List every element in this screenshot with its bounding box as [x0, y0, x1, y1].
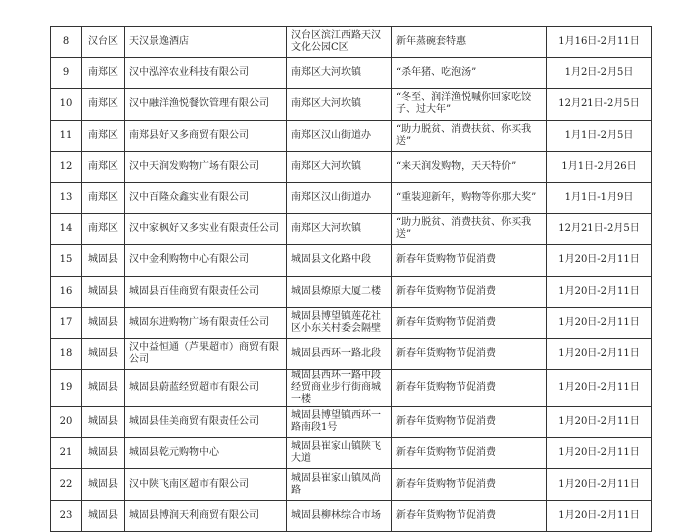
district-cell: 南郑区: [82, 120, 125, 151]
row-number: 23: [51, 500, 82, 531]
table-row: [51, 438, 652, 469]
table-row: [51, 307, 652, 338]
company-name-cell: 南郑县好又多商贸有限公司: [125, 120, 287, 151]
row-number: 18: [51, 338, 82, 369]
location-cell: 城固县文化路中段: [287, 245, 392, 276]
table-row: [51, 338, 652, 369]
company-name-cell: 城固县蔚蓝经贸超市有限公司: [125, 370, 287, 407]
row-number: 16: [51, 276, 82, 307]
district-cell: 城固县: [82, 245, 125, 276]
activity-cell: 新春年货购物节促消费: [392, 338, 547, 369]
district-cell: 城固县: [82, 276, 125, 307]
table-row: [51, 500, 652, 531]
location-cell: 南郑区大河坎镇: [287, 58, 392, 89]
row-number: 12: [51, 151, 82, 182]
table-row: [51, 27, 652, 58]
activity-cell: “冬至、润洋渔悦喊你回家吃饺子、过大年”: [392, 89, 547, 120]
activity-cell: 新春年货购物节促消费: [392, 438, 547, 469]
district-cell: 城固县: [82, 370, 125, 407]
location-cell: 城固县崔家山镇凤尚路: [287, 469, 392, 500]
activity-table: [50, 26, 652, 532]
district-cell: 汉台区: [82, 27, 125, 58]
table-row: [51, 182, 652, 213]
company-name-cell: 汉中益恒通（芦果超市）商贸有限公司: [125, 338, 287, 369]
district-cell: 南郑区: [82, 58, 125, 89]
district-cell: 南郑区: [82, 182, 125, 213]
district-cell: 南郑区: [82, 151, 125, 182]
row-number: 21: [51, 438, 82, 469]
date-range-cell: 12月21日-2月5日: [547, 214, 652, 245]
table-body: [51, 27, 652, 532]
location-cell: 城固县西环一路中段经贸商业步行街商城一楼: [287, 370, 392, 407]
row-number: 20: [51, 407, 82, 438]
table-row: [51, 245, 652, 276]
row-number: 11: [51, 120, 82, 151]
company-name-cell: 汉中融洋渔悦餐饮管理有限公司: [125, 89, 287, 120]
date-range-cell: 1月20日-2月11日: [547, 276, 652, 307]
location-cell: 南郑区汉山街道办: [287, 182, 392, 213]
row-number: 22: [51, 469, 82, 500]
location-cell: 城固县燎原大厦二楼: [287, 276, 392, 307]
date-range-cell: 1月1日-2月5日: [547, 120, 652, 151]
date-range-cell: 1月2日-2月5日: [547, 58, 652, 89]
date-range-cell: 1月20日-2月11日: [547, 438, 652, 469]
date-range-cell: 1月20日-2月11日: [547, 370, 652, 407]
activity-cell: “助力脱贫、消费扶贫、你买我送”: [392, 214, 547, 245]
company-name-cell: 城固县佳美商贸有限责任公司: [125, 407, 287, 438]
district-cell: 城固县: [82, 307, 125, 338]
table-row: [51, 214, 652, 245]
company-name-cell: 天汉景逸酒店: [125, 27, 287, 58]
activity-cell: 新春年货购物节促消费: [392, 407, 547, 438]
activity-cell: 新春年货购物节促消费: [392, 276, 547, 307]
activity-cell: 新春年货购物节促消费: [392, 307, 547, 338]
date-range-cell: 1月20日-2月11日: [547, 469, 652, 500]
table-row: [51, 120, 652, 151]
company-name-cell: 汉中陕飞南区超市有限公司: [125, 469, 287, 500]
table-row: [51, 276, 652, 307]
district-cell: 南郑区: [82, 89, 125, 120]
date-range-cell: 1月20日-2月11日: [547, 407, 652, 438]
company-name-cell: 城固县百佳商贸有限责任公司: [125, 276, 287, 307]
row-number: 14: [51, 214, 82, 245]
date-range-cell: 1月16日-2月11日: [547, 27, 652, 58]
date-range-cell: 12月21日-2月5日: [547, 89, 652, 120]
activity-cell: “助力脱贫、消费扶贫、你买我送”: [392, 120, 547, 151]
table-row: [51, 151, 652, 182]
date-range-cell: 1月20日-2月11日: [547, 307, 652, 338]
district-cell: 城固县: [82, 469, 125, 500]
location-cell: 汉台区滨江西路天汉文化公园C区: [287, 27, 392, 58]
table-row: [51, 469, 652, 500]
district-cell: 城固县: [82, 407, 125, 438]
table-row: [51, 58, 652, 89]
company-name-cell: 城固东进购物广场有限责任公司: [125, 307, 287, 338]
date-range-cell: 1月20日-2月11日: [547, 338, 652, 369]
company-name-cell: 汉中家枫好又多实业有限责任公司: [125, 214, 287, 245]
activity-cell: 新春年货购物节促消费: [392, 469, 547, 500]
company-name-cell: 城固县乾元购物中心: [125, 438, 287, 469]
location-cell: 南郑区大河坎镇: [287, 151, 392, 182]
activity-cell: 新春年货购物节促消费: [392, 370, 547, 407]
row-number: 9: [51, 58, 82, 89]
table-row: [51, 370, 652, 407]
location-cell: 城固县西环一路北段: [287, 338, 392, 369]
table-row: [51, 407, 652, 438]
activity-cell: “来天润发购物，天天特价”: [392, 151, 547, 182]
company-name-cell: 城固县博润天利商贸有限公司: [125, 500, 287, 531]
location-cell: 南郑区汉山街道办: [287, 120, 392, 151]
location-cell: 南郑区大河坎镇: [287, 214, 392, 245]
row-number: 15: [51, 245, 82, 276]
activity-cell: 新春年货购物节促消费: [392, 500, 547, 531]
district-cell: 城固县: [82, 338, 125, 369]
date-range-cell: 1月1日-2月26日: [547, 151, 652, 182]
location-cell: 南郑区大河坎镇: [287, 89, 392, 120]
activity-cell: 新年蒸碗套特惠: [392, 27, 547, 58]
location-cell: 城固县崔家山镇陕飞大道: [287, 438, 392, 469]
location-cell: 城固县博望镇西环一路南段1号: [287, 407, 392, 438]
activity-cell: 新春年货购物节促消费: [392, 245, 547, 276]
date-range-cell: 1月20日-2月11日: [547, 245, 652, 276]
company-name-cell: 汉中泓淬农业科技有限公司: [125, 58, 287, 89]
activity-cell: “杀年猪、吃泡汤”: [392, 58, 547, 89]
table-row: [51, 89, 652, 120]
row-number: 17: [51, 307, 82, 338]
row-number: 19: [51, 370, 82, 407]
district-cell: 城固县: [82, 500, 125, 531]
row-number: 10: [51, 89, 82, 120]
district-cell: 南郑区: [82, 214, 125, 245]
company-name-cell: 汉中天润发购物广场有限公司: [125, 151, 287, 182]
district-cell: 城固县: [82, 438, 125, 469]
date-range-cell: 1月20日-2月11日: [547, 500, 652, 531]
location-cell: 城固县柳林综合市场: [287, 500, 392, 531]
activity-cell: “重装迎新年，购物等你那大奖”: [392, 182, 547, 213]
row-number: 13: [51, 182, 82, 213]
company-name-cell: 汉中金利购物中心有限公司: [125, 245, 287, 276]
location-cell: 城固县博望镇莲花社区小东关村委会隔壁: [287, 307, 392, 338]
row-number: 8: [51, 27, 82, 58]
date-range-cell: 1月1日-1月9日: [547, 182, 652, 213]
company-name-cell: 汉中百隆众鑫实业有限公司: [125, 182, 287, 213]
